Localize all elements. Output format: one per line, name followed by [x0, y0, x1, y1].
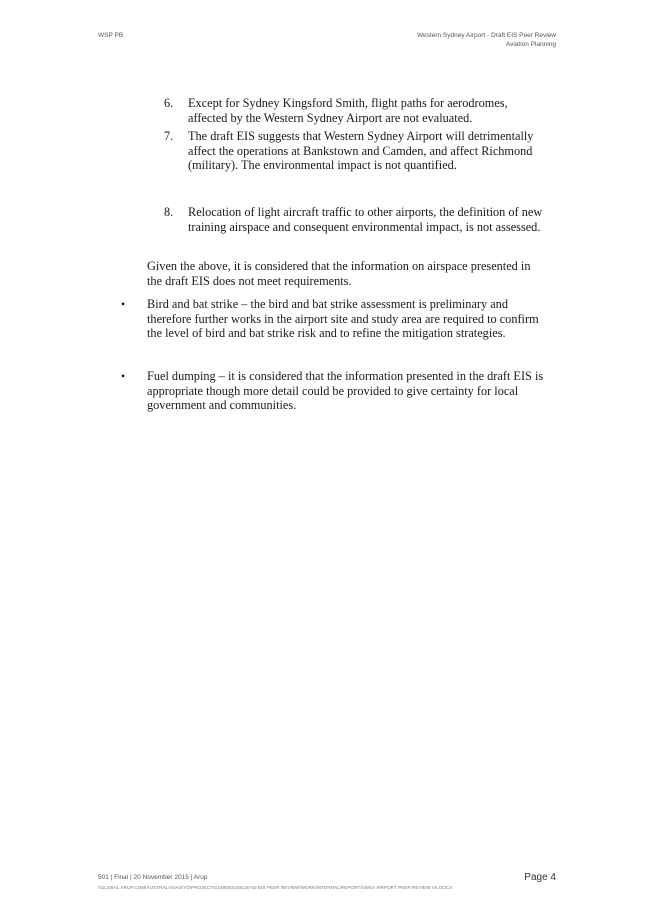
list-text: Relocation of light aircraft traffic to other airports, the definition of new training airspace and consequent environmental impact, is not assessed.	[188, 205, 543, 234]
list-text: The draft EIS suggests that Western Sydney Airport will detrimentally affect the operations at Bankstown and Camden, and affect Richmond (military). The environmental impact is not quantified.	[188, 129, 534, 173]
footer-file-path: \\GLOBAL.ARUP.COM\AUSTRALASIA\SYD\PROJECTS\248000\248130-00 EIS PEER REVIEW\WORK\INTERNAL\REPORTS\WSA AIRPORT PEER REVIEW V4.DOCX	[98, 885, 453, 890]
bullet-icon: •	[121, 369, 126, 383]
list-number: 7.	[164, 129, 174, 143]
header-title-line1: Western Sydney Airport - Draft EIS Peer Review	[417, 32, 556, 39]
header-company: WSP PB	[98, 32, 124, 39]
list-number: 8.	[164, 205, 174, 219]
list-text: Except for Sydney Kingsford Smith, flight paths for aerodromes, affected by the Western Sydney Airport are not evaluated.	[188, 96, 508, 125]
bullet-text: Fuel dumping – it is considered that the information presented in the draft EIS is appropriate though more detail could be provided to give certainty for local government and communities.	[147, 369, 544, 413]
bullet-text: Bird and bat strike – the bird and bat strike assessment is preliminary and therefore further works in the airport site and study area are required to confirm the level of bird and bat strike risk and to refine the mitigation strategies.	[147, 297, 539, 341]
header-document-title	[417, 32, 556, 49]
bullet-icon: •	[121, 297, 126, 311]
header-title-line2: Aviation Planning	[505, 40, 556, 48]
conclusion-paragraph: Given the above, it is considered that the information on airspace presented in the draft EIS does not meet requirements.	[147, 259, 531, 288]
list-number: 6.	[164, 96, 174, 110]
page-number: Page 4	[524, 872, 556, 883]
footer-revision: 501 | Final | 20 November 2015 | Arup	[98, 874, 208, 881]
